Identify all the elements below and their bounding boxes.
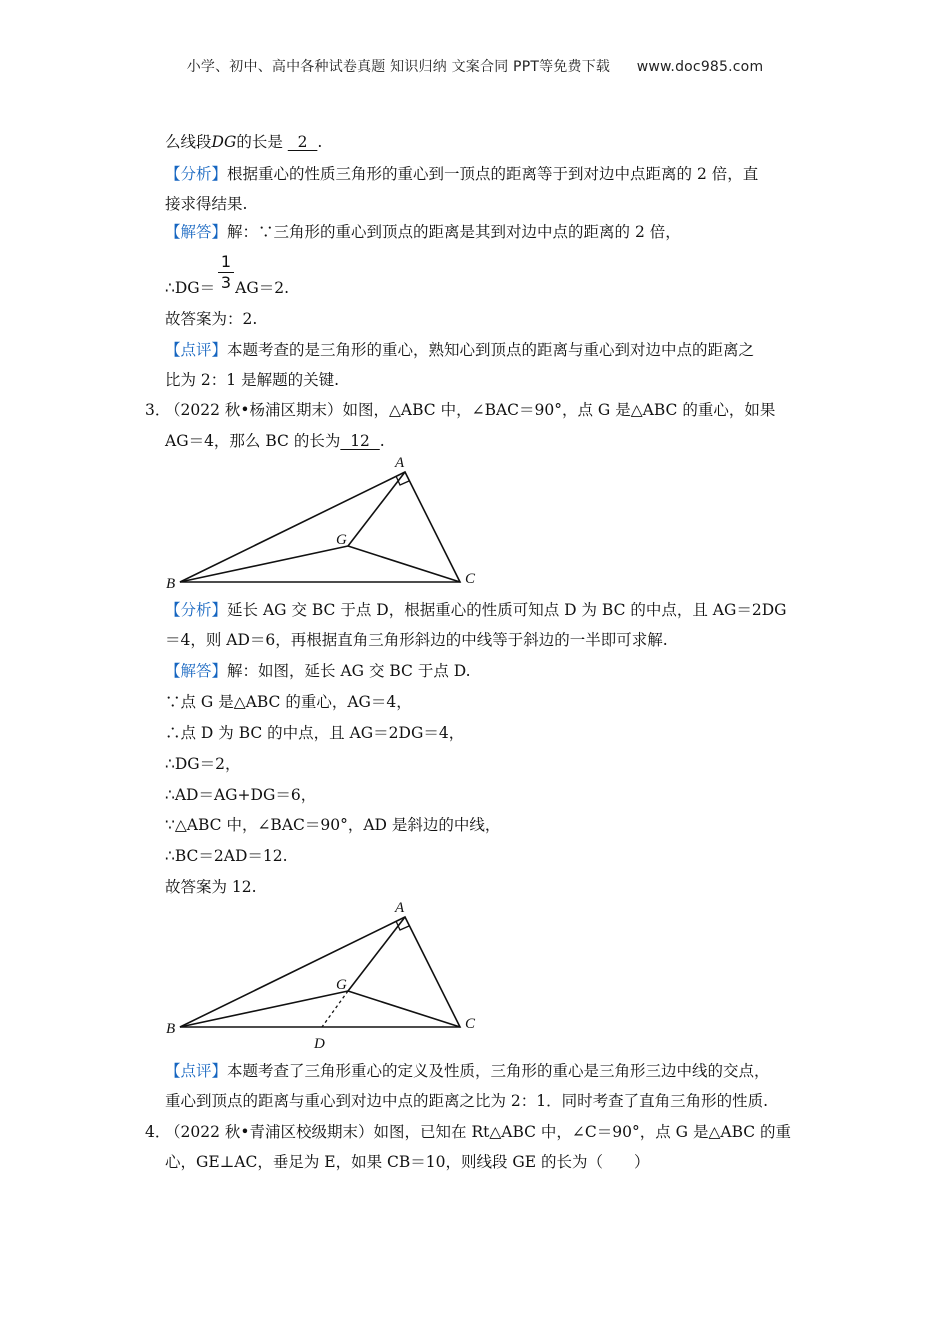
- q3-solution-text-1: 解：如图，延长 AG 交 BC 于点 D.: [227, 662, 471, 680]
- q2-analysis-line-1: [165, 164, 758, 184]
- q3-analysis-line-2: ＝4，则 AD＝6，再根据直角三角形斜边的中线等于斜边的一半即可求解.: [165, 631, 668, 649]
- label-d: D: [314, 1036, 325, 1052]
- q3-figure-1: [160, 452, 490, 592]
- q3-comment-line-1: [165, 1061, 770, 1081]
- q2-cont-var: DG: [211, 133, 237, 151]
- q3-comment-line-2: 重心到顶点的距离与重心到对边中点的距离之比为 2：1．同时考查了直角三角形的性质.: [165, 1092, 769, 1110]
- label-g: G: [336, 532, 347, 548]
- solution-tag: 【解答】: [165, 662, 228, 680]
- q3-number: 3．: [145, 401, 171, 419]
- q2-solution-line-1: [165, 222, 681, 242]
- analysis-tag: 【分析】: [165, 165, 228, 183]
- q3-stem-2-pre: AG＝4，那么 BC 的长为: [165, 432, 341, 450]
- header-site[interactable]: www.doc985.com: [636, 59, 764, 75]
- q3-figure-2: [160, 897, 490, 1057]
- q2-answer-line: 故答案为：2.: [165, 310, 258, 328]
- label-a: A: [395, 455, 405, 471]
- header-text: 小学、初中、高中各种试卷真题 知识归纳 文案合同 PPT等免费下载: [186, 59, 611, 75]
- q3-step-3: ∴DG＝2，: [165, 755, 241, 773]
- q2-step-post: AG＝2.: [235, 279, 290, 297]
- label-g: G: [336, 977, 347, 993]
- q4-number: 4．: [145, 1123, 171, 1141]
- q3-analysis-line-1: [165, 600, 787, 620]
- fraction-denominator: 3: [220, 273, 232, 292]
- fraction-numerator: 1: [220, 252, 232, 271]
- q2-cont-pre: 么线段: [165, 133, 212, 151]
- q3-stem-line-1: （2022 秋•杨浦区期末）如图，△ABC 中，∠BAC＝90°，点 G 是△ABC 的重心，如果: [165, 401, 776, 419]
- comment-tag: 【点评】: [165, 1062, 228, 1080]
- q2-analysis-text-1: 根据重心的性质三角形的重心到一顶点的距离等于到对边中点距离的 2 倍，直: [227, 165, 759, 183]
- label-b: B: [166, 576, 176, 592]
- q3-step-6: ∴BC＝2AD＝12.: [165, 847, 288, 865]
- q2-analysis-line-2: 接求得结果.: [165, 195, 248, 213]
- q2-comment-line-1: [165, 340, 754, 360]
- label-a: A: [395, 900, 405, 916]
- q2-step-pre: ∴DG＝: [165, 279, 216, 297]
- segment-gc: [348, 546, 460, 582]
- q3-step-1: ∵点 G 是△ABC 的重心，AG＝4，: [165, 693, 412, 711]
- triangle-abc: [180, 472, 460, 582]
- label-c: C: [465, 571, 476, 587]
- q3-step-2: ∴点 D 为 BC 的中点，且 AG＝2DG＝4，: [165, 724, 465, 742]
- q2-cont-end: .: [317, 133, 323, 151]
- q4-stem-line-1: （2022 秋•青浦区校级期末）如图，已知在 Rt△ABC 中，∠C＝90°，点 G 是△ABC 的重: [165, 1123, 792, 1141]
- solution-tag: 【解答】: [165, 223, 228, 241]
- q2-comment-text-1: 本题考查的是三角形的重心，熟知心到顶点的距离与重心到对边中点的距离之: [227, 341, 755, 359]
- label-c: C: [465, 1016, 476, 1032]
- q2-step-line: [165, 278, 289, 298]
- analysis-tag: 【分析】: [165, 601, 228, 619]
- segment-ag: [348, 917, 405, 991]
- q3-stem-line-2: [165, 431, 385, 451]
- comment-tag: 【点评】: [165, 341, 228, 359]
- segment-bg: [180, 546, 348, 582]
- label-b: B: [166, 1021, 176, 1037]
- q3-analysis-text-1: 延长 AG 交 BC 于点 D，根据重心的性质可知点 D 为 BC 的中点，且 AG＝2DG: [227, 601, 787, 619]
- q3-stem-2-end: .: [379, 432, 385, 450]
- q2-answer-blank: 2: [287, 133, 318, 151]
- triangle-abc: [180, 917, 460, 1027]
- q3-answer-blank: 12: [340, 432, 380, 450]
- q2-comment-line-2: 比为 2：1 是解题的关键.: [165, 371, 340, 389]
- q3-step-4: ∴AD＝AG+DG＝6，: [165, 786, 317, 804]
- q2-continuation: [165, 132, 322, 152]
- q3-step-5: ∵△ABC 中，∠BAC＝90°，AD 是斜边的中线，: [165, 816, 501, 834]
- segment-bg: [180, 991, 348, 1027]
- q2-solution-text-1: 解：∵三角形的重心到顶点的距离是其到对边中点的距离的 2 倍，: [227, 223, 681, 241]
- segment-gc: [348, 991, 460, 1027]
- q2-cont-mid: 的长是: [236, 133, 283, 151]
- q4-stem-line-2: 心，GE⊥AC，垂足为 E，如果 CB＝10，则线段 GE 的长为（ ）: [165, 1153, 650, 1171]
- q3-comment-text-1: 本题考查了三角形重心的定义及性质，三角形的重心是三角形三边中线的交点，: [227, 1062, 770, 1080]
- q3-answer-line: 故答案为 12.: [165, 878, 257, 896]
- q3-solution-line-1: [165, 661, 471, 681]
- segment-ag: [348, 472, 405, 546]
- page-header: [0, 56, 950, 76]
